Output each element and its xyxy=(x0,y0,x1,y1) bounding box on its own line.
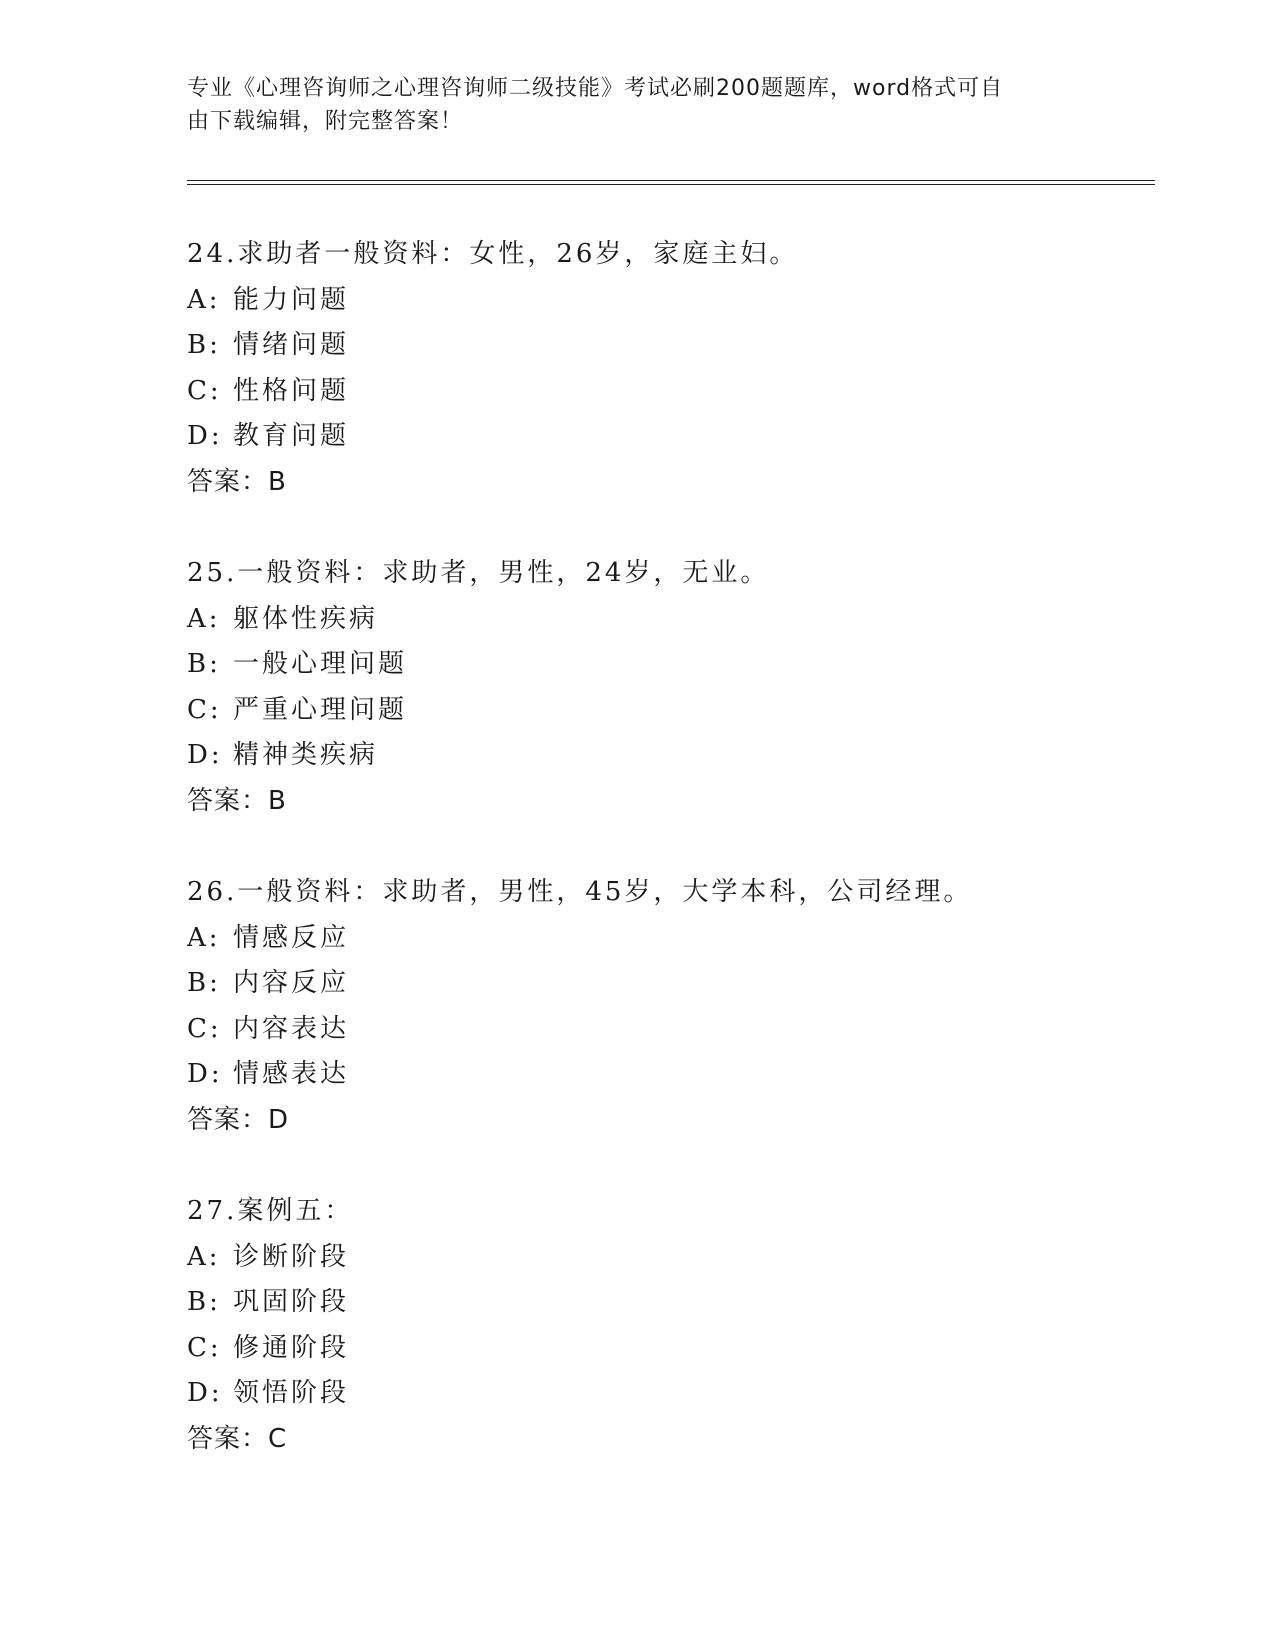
option-text: 修通阶段 xyxy=(233,1332,350,1363)
option-c xyxy=(187,369,1187,415)
question-title: 24.求助者一般资料：女性，26岁，家庭主妇。 xyxy=(187,239,799,269)
option-text: 巩固阶段 xyxy=(233,1287,350,1317)
option-text: 教育问题 xyxy=(233,421,350,451)
option-d xyxy=(187,1052,1187,1098)
option-b xyxy=(187,323,1187,369)
option-text: 一般心理问题 xyxy=(233,649,408,679)
answer-line: 答案：C xyxy=(187,1423,288,1454)
header-line-2: 由下载编辑，附完整答案！ xyxy=(187,109,464,134)
option-a xyxy=(187,278,1187,324)
document-header xyxy=(187,72,1067,138)
option-a xyxy=(187,916,1187,962)
question-title: 27.案例五： xyxy=(187,1196,354,1226)
option-d xyxy=(187,733,1187,779)
option-text: 性格问题 xyxy=(233,375,350,406)
option-key: A: xyxy=(187,922,221,953)
option-key: B: xyxy=(187,1287,221,1317)
answer-line: 答案：B xyxy=(187,466,287,497)
option-a xyxy=(187,1235,1187,1281)
option-c xyxy=(187,1326,1187,1372)
option-a xyxy=(187,597,1187,643)
option-key: A: xyxy=(187,284,221,315)
option-key: A: xyxy=(187,603,221,634)
option-text: 情感反应 xyxy=(233,922,350,953)
option-key: D: xyxy=(187,1378,223,1408)
option-text: 内容表达 xyxy=(233,1013,350,1044)
option-text: 领悟阶段 xyxy=(233,1378,350,1408)
option-text: 情绪问题 xyxy=(233,330,350,360)
option-text: 诊断阶段 xyxy=(233,1241,350,1272)
answer-line: 答案：B xyxy=(187,785,287,816)
option-key: A: xyxy=(187,1241,221,1272)
header-divider-top xyxy=(187,180,1155,181)
option-key: D: xyxy=(187,740,223,770)
header-line-1: 专业《心理咨询师之心理咨询师二级技能》考试必刷200题题库，word格式可自 xyxy=(187,76,1004,101)
question-26 xyxy=(187,870,1187,1143)
option-text: 能力问题 xyxy=(233,284,350,315)
option-d xyxy=(187,1371,1187,1417)
option-key: C: xyxy=(187,1332,222,1363)
question-24 xyxy=(187,232,1187,505)
option-key: B: xyxy=(187,330,221,360)
question-27 xyxy=(187,1189,1187,1462)
question-title: 26.一般资料：求助者，男性，45岁，大学本科，公司经理。 xyxy=(187,877,973,907)
option-d xyxy=(187,414,1187,460)
option-text: 严重心理问题 xyxy=(233,694,408,725)
option-text: 躯体性疾病 xyxy=(233,603,379,634)
option-text: 精神类疾病 xyxy=(233,740,379,770)
header-divider-bottom xyxy=(187,184,1155,185)
option-key: D: xyxy=(187,1059,223,1089)
option-text: 情感表达 xyxy=(233,1059,350,1089)
option-text: 内容反应 xyxy=(233,968,350,998)
answer-line: 答案：D xyxy=(187,1104,290,1135)
question-25 xyxy=(187,551,1187,824)
question-title: 25.一般资料：求助者，男性，24岁，无业。 xyxy=(187,558,770,588)
option-c xyxy=(187,1007,1187,1053)
option-key: C: xyxy=(187,694,222,725)
option-key: C: xyxy=(187,1013,222,1044)
option-key: D: xyxy=(187,421,223,451)
option-key: B: xyxy=(187,968,221,998)
option-b xyxy=(187,642,1187,688)
option-b xyxy=(187,1280,1187,1326)
option-key: B: xyxy=(187,649,221,679)
option-c xyxy=(187,688,1187,734)
option-key: C: xyxy=(187,375,222,406)
option-b xyxy=(187,961,1187,1007)
